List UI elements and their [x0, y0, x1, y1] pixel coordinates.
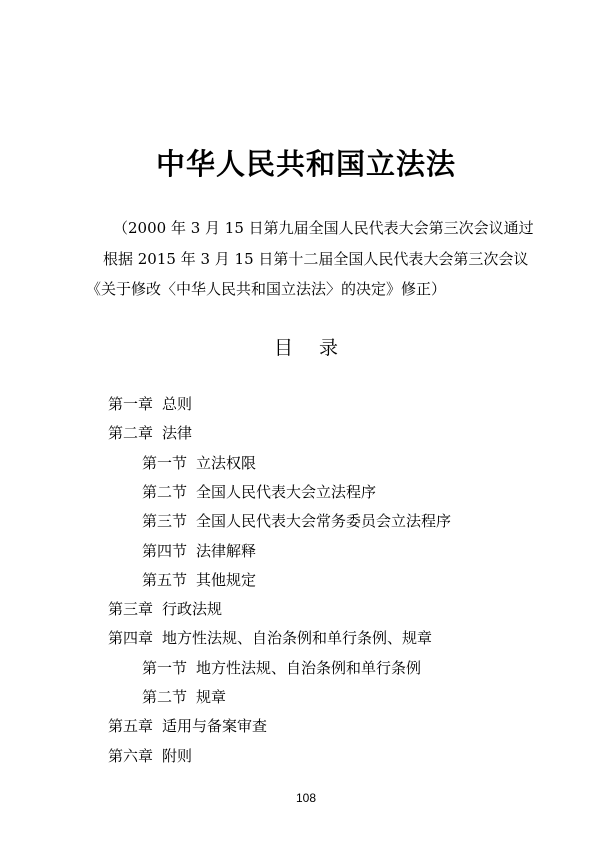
toc-entry-number: 第四章	[108, 629, 154, 647]
toc-entry-number: 第六章	[108, 747, 154, 765]
toc-entry-title: 法律	[162, 424, 193, 442]
toc-chapter-entry	[108, 394, 192, 414]
toc-entry-title: 规章	[196, 688, 227, 706]
toc-section-entry	[142, 511, 451, 531]
toc-chapter-entry	[108, 423, 192, 443]
toc-entry-title: 其他规定	[196, 571, 257, 589]
toc-entry-number: 第三节	[142, 512, 188, 530]
toc-entry-title: 行政法规	[162, 600, 223, 618]
toc-entry-number: 第五节	[142, 571, 188, 589]
toc-entry-number: 第四节	[142, 542, 188, 560]
toc-entry-number: 第三章	[108, 600, 154, 618]
toc-entry-number: 第一节	[142, 659, 188, 677]
toc-entry-title: 法律解释	[196, 542, 257, 560]
toc-entry-number: 第五章	[108, 717, 154, 735]
toc-entry-title: 立法权限	[196, 454, 257, 472]
adoption-note-line-2: 根据 2015 年 3 月 15 日第十二届全国人民代表大会第三次会议	[103, 250, 529, 268]
toc-heading: 目 录	[273, 337, 339, 359]
page-number: 108	[295, 791, 317, 805]
adoption-note-line-3: 《关于修改〈中华人民共和国立法法〉的决定》修正）	[86, 280, 447, 298]
toc-entry-title: 适用与备案审查	[162, 717, 268, 735]
toc-entry-number: 第二节	[142, 483, 188, 501]
toc-section-entry	[142, 658, 421, 678]
toc-entry-number: 第二章	[108, 424, 154, 442]
toc-entry-title: 附则	[162, 747, 193, 765]
toc-section-entry	[142, 453, 256, 473]
toc-entry-title: 全国人民代表大会立法程序	[196, 483, 377, 501]
toc-entry-number: 第二节	[142, 688, 188, 706]
toc-chapter-entry	[108, 746, 192, 766]
toc-section-entry	[142, 570, 256, 590]
toc-entry-title: 总则	[162, 395, 193, 413]
toc-chapter-entry	[108, 599, 222, 619]
toc-section-entry	[142, 687, 226, 707]
toc-entry-title: 全国人民代表大会常务委员会立法程序	[196, 512, 452, 530]
toc-section-entry	[142, 541, 256, 561]
toc-chapter-entry	[108, 716, 267, 736]
toc-entry-title: 地方性法规、自治条例和单行条例	[196, 659, 422, 677]
toc-entry-number: 第一章	[108, 395, 154, 413]
toc-chapter-entry	[108, 628, 432, 648]
adoption-note-line-1: （2000 年 3 月 15 日第九届全国人民代表大会第三次会议通过	[113, 219, 534, 237]
document-title: 中华人民共和国立法法	[155, 147, 456, 181]
toc-entry-number: 第一节	[142, 454, 188, 472]
toc-section-entry	[142, 482, 376, 502]
toc-entry-title: 地方性法规、自治条例和单行条例、规章	[162, 629, 433, 647]
